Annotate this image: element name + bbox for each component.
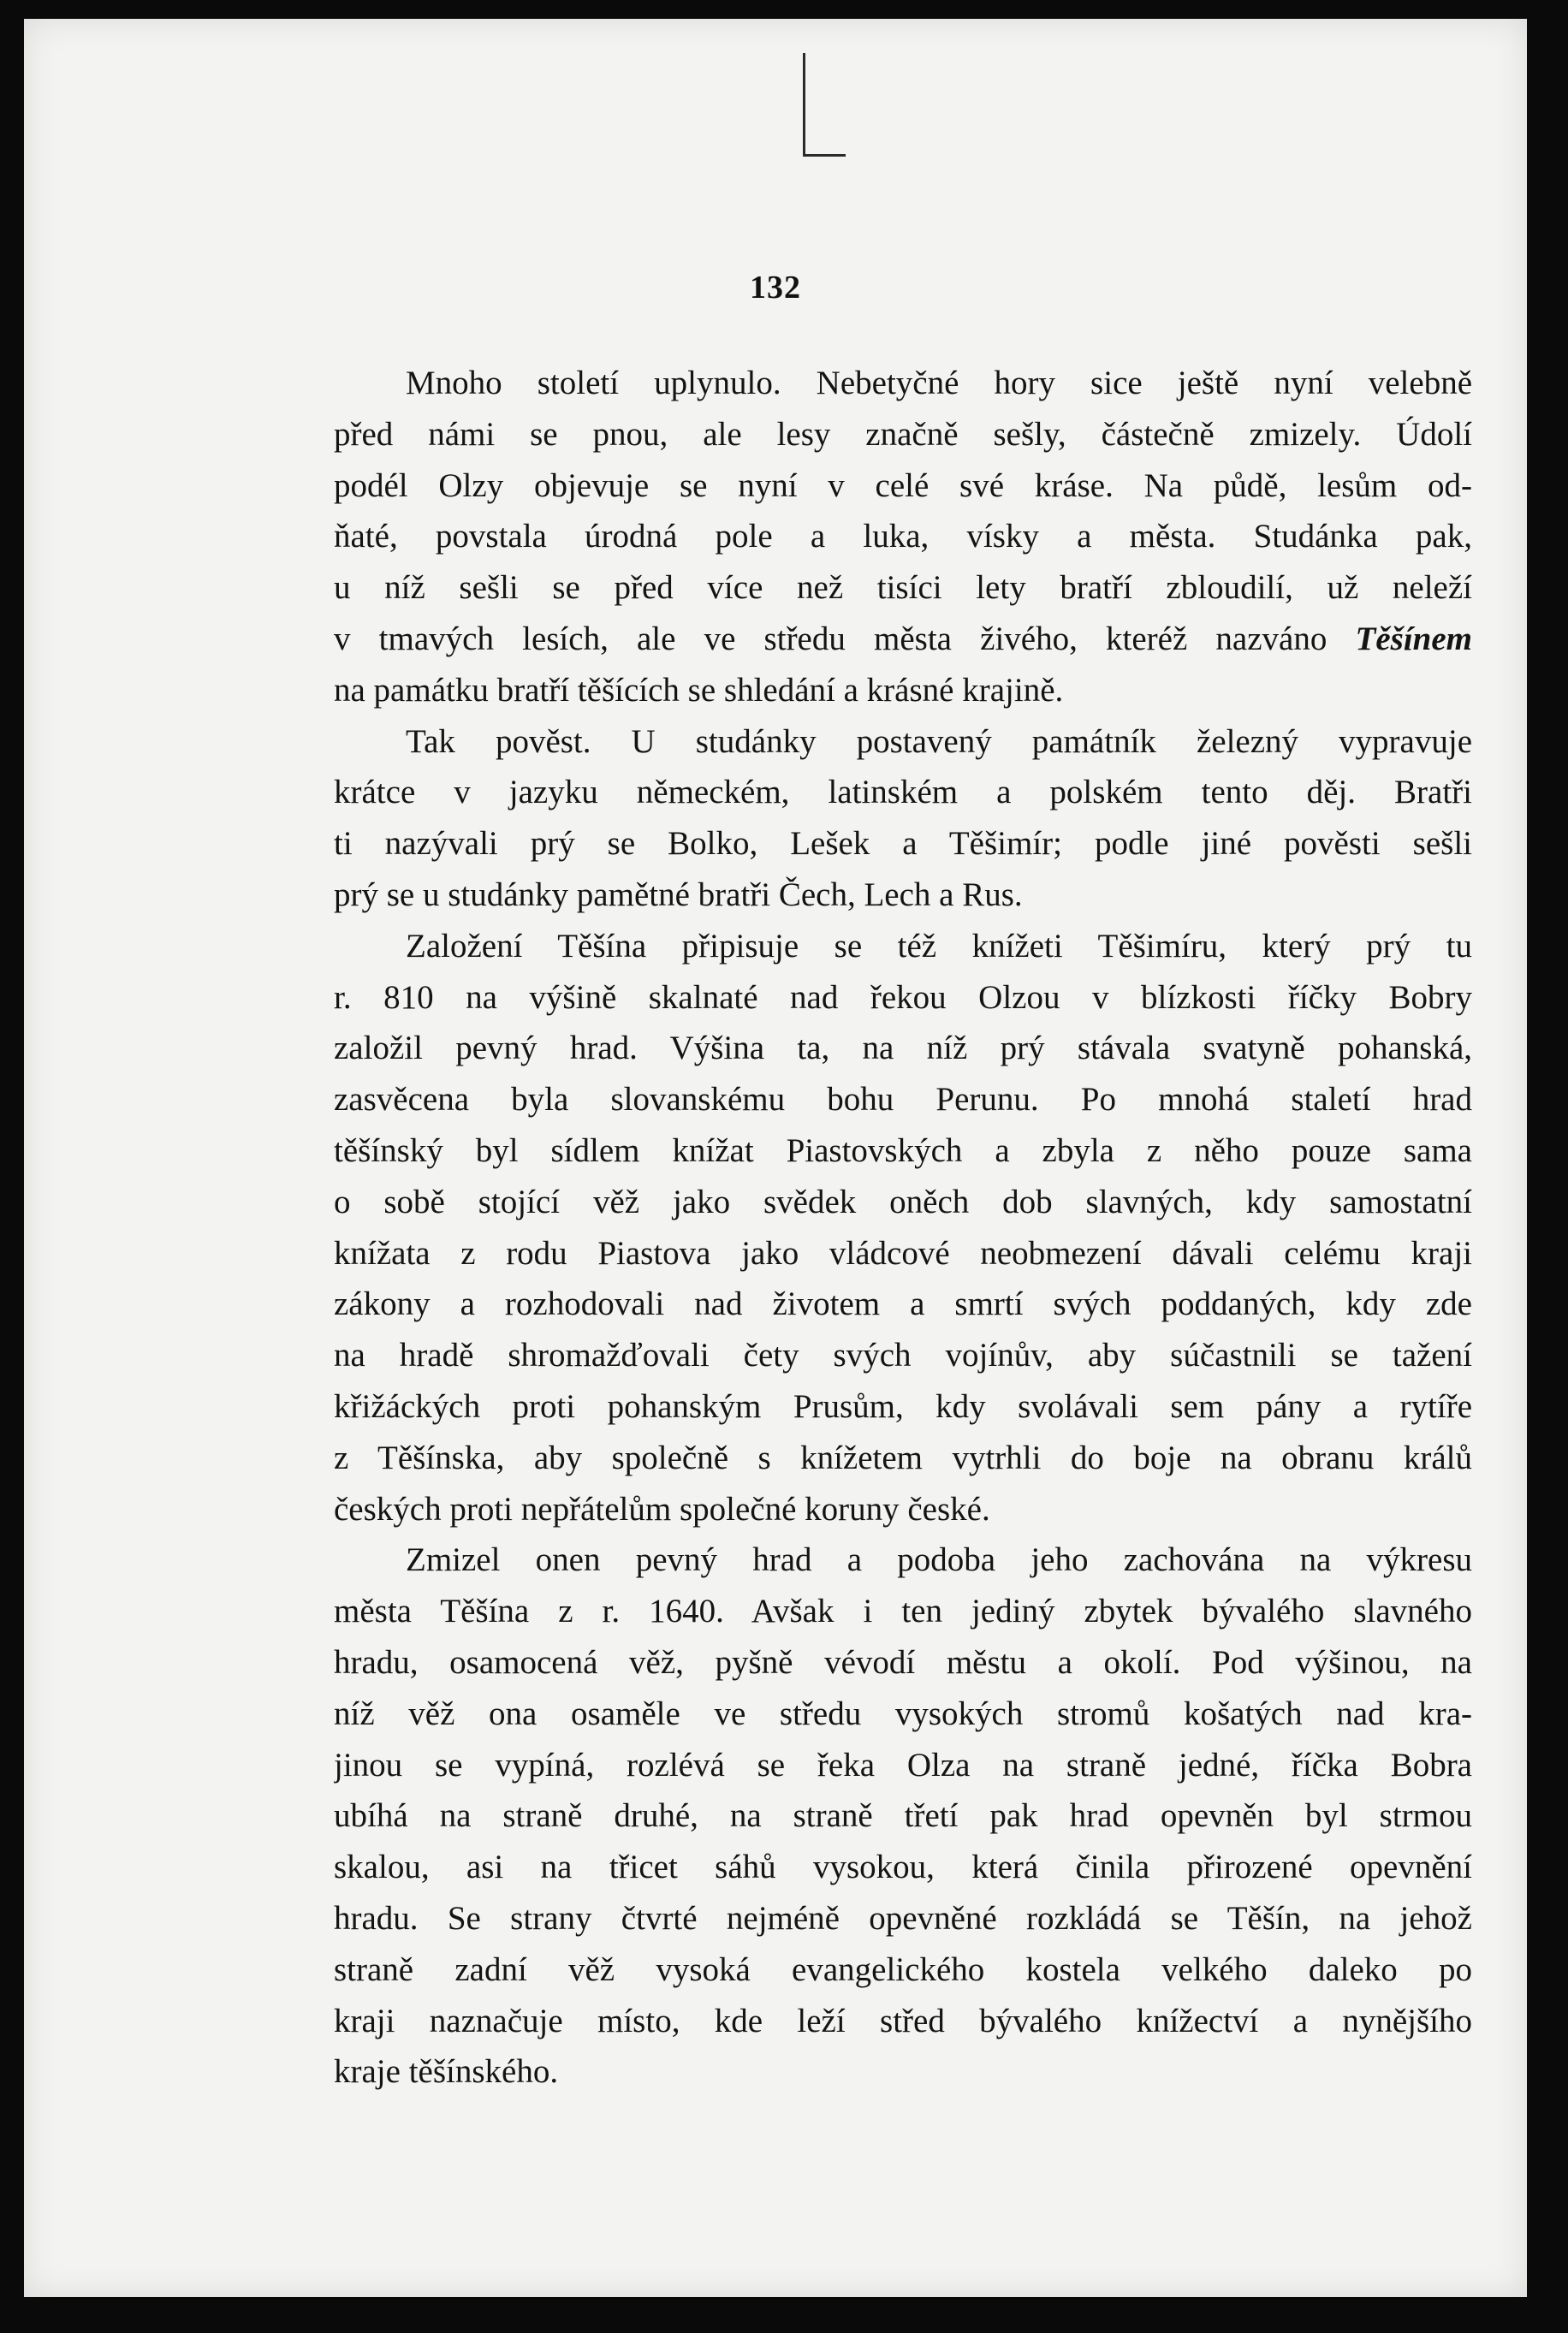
text-line: straně zadní věž vysoká evangelického kostela velkého daleko po — [334, 1950, 1472, 1988]
text-line: prý se u studánky pamětné bratři Čech, Lech a Rus. — [334, 876, 1023, 913]
text-line: zasvěcena byla slovanskému bohu Perunu. Po mnohá staletí hrad — [334, 1081, 1472, 1119]
body-text — [334, 358, 1472, 2098]
text-line: kraje těšínského. — [334, 2053, 559, 2091]
scanned-page — [24, 19, 1527, 2297]
text-line: ubíhá na straně druhé, na straně třetí pak hrad opevněn byl strmou — [334, 1797, 1472, 1835]
text-line: města Těšína z r. 1640. Avšak i ten jediný zbytek bývalého slavného — [334, 1593, 1472, 1630]
text-line: knížata z rodu Piastova jako vládcové neobmezení dávali celému kraji — [334, 1234, 1472, 1272]
text-line: českých proti nepřátelům společné koruny české. — [334, 1490, 990, 1528]
emphasized-word: Těšínem — [1355, 620, 1472, 657]
text-line: Založení Těšína připisuje se též knížeti Těšimíru, který prý tu — [406, 927, 1472, 965]
text-line: zákony a rozhodovali nad životem a smrtí svých poddaných, kdy zde — [334, 1285, 1472, 1323]
text-line: Zmizel onen pevný hrad a podoba jeho zachována na výkresu — [406, 1541, 1472, 1579]
text-line: založil pevný hrad. Výšina ta, na níž prý stávala svatyně pohanská, — [334, 1030, 1472, 1067]
text-line: krátce v jazyku německém, latinském a polském tento děj. Bratři — [334, 774, 1472, 811]
text-line: skalou, asi na třicet sáhů vysokou, která činila přirozené opevnění — [334, 1849, 1472, 1886]
text-line: na památku bratří těšících se shledání a krásné krajině. — [334, 671, 1064, 709]
text-line: podél Olzy objevuje se nyní v celé své kráse. Na půdě, lesům od- — [334, 466, 1472, 504]
text-line: z Těšínska, aby společně s knížetem vytrhli do boje na obranu králů — [334, 1439, 1472, 1476]
text-line: ňaté, povstala úrodná pole a luka, vísky a města. Studánka pak, — [334, 518, 1472, 555]
text-line: r. 810 na výšině skalnaté nad řekou Olzou v blízkosti říčky Bobry — [334, 978, 1472, 1016]
text-line: o sobě stojící věž jako svědek oněch dob slavných, kdy samostatní — [334, 1183, 1472, 1220]
text-line: níž věž ona osaměle ve středu vysokých stromů košatých nad kra- — [334, 1695, 1472, 1732]
scan-artifact-line — [803, 154, 846, 157]
text-line: křižáckých proti pohanským Prusům, kdy svolávali sem pány a rytíře — [334, 1387, 1472, 1425]
text-line: na hradě shromažďovali čety svých vojínův, aby súčastnili se tažení — [334, 1337, 1472, 1374]
text-line: kraji naznačuje místo, kde leží střed bývalého knížectví a nynějšího — [334, 2002, 1472, 2039]
text-line: ti nazývali prý se Bolko, Lešek a Těšimír; podle jiné pověsti sešli — [334, 825, 1472, 863]
text-line: u níž sešli se před více než tisíci lety bratří zbloudilí, už neleží — [334, 569, 1472, 607]
text-line-with-emphasis — [334, 614, 1472, 665]
text-line: hradu. Se strany čtvrté nejméně opevněné rozkládá se Těšín, na jehož — [334, 1899, 1472, 1937]
text-line: Mnoho století uplynulo. Nebetyčné hory sice ještě nyní velebně — [406, 365, 1472, 401]
text-line-part: v tmavých lesích, ale ve středu města živého, kteréž nazváno — [334, 620, 1356, 657]
text-line: Tak pověst. U studánky postavený památník železný vypravuje — [406, 722, 1472, 760]
text-line: před námi se pnou, ale lesy značně sešly, částečně zmizely. Údolí — [334, 415, 1472, 453]
scan-artifact-line — [803, 53, 805, 156]
text-line: jinou se vypíná, rozlévá se řeka Olza na straně jedné, říčka Bobra — [334, 1746, 1472, 1784]
text-line: těšínský byl sídlem knížat Piastovských a zbyla z něho pouze sama — [334, 1131, 1472, 1169]
page-number: 132 — [750, 270, 801, 306]
text-line: hradu, osamocená věž, pyšně vévodí městu a okolí. Pod výšinou, na — [334, 1643, 1472, 1681]
